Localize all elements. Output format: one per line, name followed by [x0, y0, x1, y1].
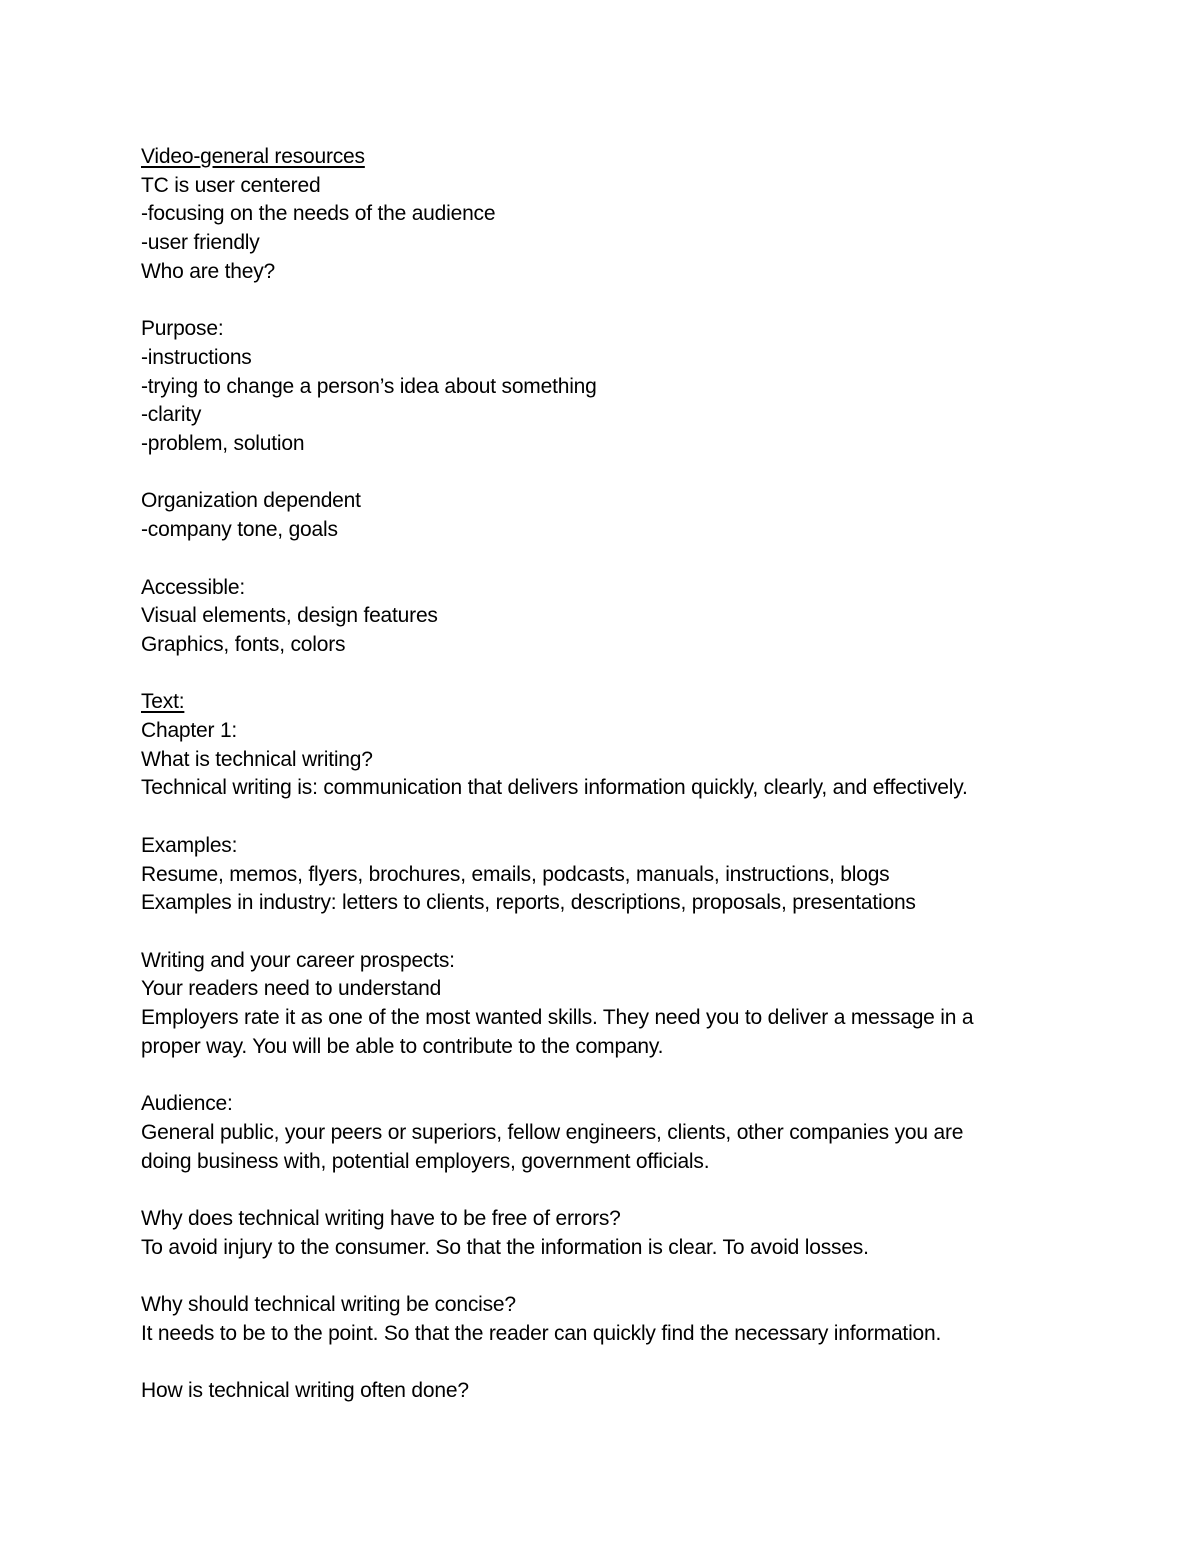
blank-line [141, 803, 1061, 832]
section-heading-errors: Why does technical writing have to be free of errors? [141, 1206, 621, 1230]
text-line: -trying to change a person’s idea about something [141, 374, 597, 398]
text-line: Visual elements, design features [141, 604, 438, 628]
text-line: To avoid injury to the consumer. So that the information is clear. To avoid losses. [141, 1235, 869, 1259]
section-heading-audience: Audience: [141, 1092, 233, 1116]
text-line: It needs to be to the point. So that the reader can quickly find the necessary information. [141, 1321, 942, 1345]
text-line: Chapter 1: [141, 719, 238, 742]
blank-line [141, 459, 1061, 488]
blank-line [141, 660, 1061, 689]
section-heading-accessible: Accessible: [141, 575, 246, 599]
text-line: proper way. You will be able to contribute to the company. [141, 1034, 664, 1058]
text-line: -clarity [141, 403, 202, 427]
section-heading-video: Video-general resources [141, 145, 365, 168]
text-line: -focusing on the needs of the audience [141, 202, 496, 226]
text-line: Graphics, fonts, colors [141, 632, 346, 656]
text-line: Resume, memos, flyers, brochures, emails, podcasts, manuals, instructions, blogs [141, 862, 890, 886]
document-body [141, 143, 1061, 1406]
blank-line [141, 918, 1061, 947]
blank-line [141, 287, 1061, 316]
blank-line [141, 1262, 1061, 1291]
text-line: General public, your peers or superiors, fellow engineers, clients, other companies you are [141, 1120, 964, 1144]
text-line: -instructions [141, 345, 252, 369]
text-line: doing business with, potential employers, government officials. [141, 1149, 710, 1173]
section-heading-purpose: Purpose: [141, 317, 224, 341]
blank-line [141, 1061, 1061, 1090]
text-line: -user friendly [141, 231, 260, 255]
text-line: TC is user centered [141, 173, 321, 197]
section-heading-organization: Organization dependent [141, 489, 361, 513]
blank-line [141, 1176, 1061, 1205]
text-line: Technical writing is: communication that delivers information quickly, clearly, and effectively. [141, 776, 968, 800]
text-line: -problem, solution [141, 432, 305, 456]
text-line: Your readers need to understand [141, 977, 442, 1001]
blank-line [141, 1348, 1061, 1377]
section-heading-examples: Examples: [141, 833, 238, 857]
text-line: Examples in industry: letters to clients, reports, descriptions, proposals, presentations [141, 891, 916, 915]
blank-line [141, 545, 1061, 574]
section-heading-career: Writing and your career prospects: [141, 948, 455, 972]
text-line: What is technical writing? [141, 747, 373, 771]
text-line: -company tone, goals [141, 518, 338, 542]
text-line: Employers rate it as one of the most wanted skills. They need you to deliver a message in a [141, 1006, 974, 1029]
section-heading-text: Text: [141, 690, 185, 714]
text-line: Who are they? [141, 259, 275, 283]
section-heading-how: How is technical writing often done? [141, 1379, 469, 1403]
section-heading-concise: Why should technical writing be concise? [141, 1292, 516, 1316]
